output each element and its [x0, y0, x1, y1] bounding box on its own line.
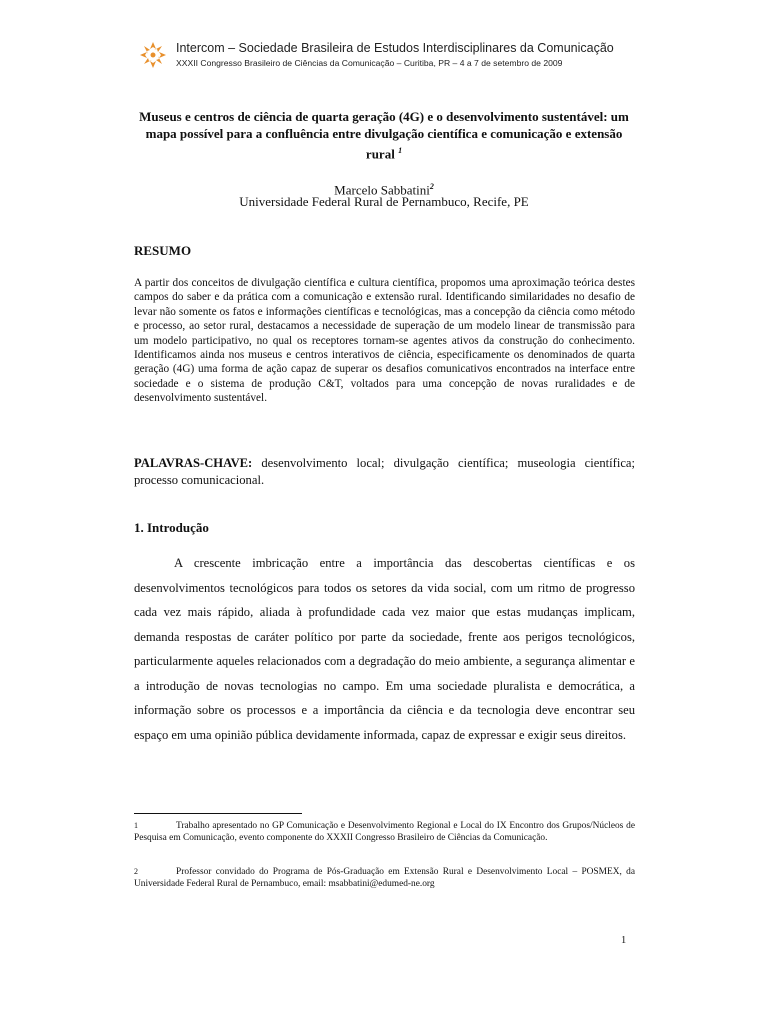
footnote-1-mark: 1: [134, 821, 138, 830]
intercom-logo-icon: [138, 40, 168, 70]
footnote-divider: [134, 813, 302, 814]
page-number: 1: [621, 935, 627, 946]
header-congress: XXXII Congresso Brasileiro de Ciências da Comunicação – Curitiba, PR – 4 a 7 de setembro de 2009: [176, 58, 563, 68]
keywords-text: desenvolvimento local; divulgação científica; museologia científica; processo comunicacional.: [134, 456, 635, 487]
header-organization: Intercom – Sociedade Brasileira de Estudos Interdisciplinares da Comunicação: [176, 41, 614, 55]
introduction-paragraph: A crescente imbricação entre a importância das descobertas científicas e os desenvolvimentos tecnológicos para todos os setores da vida social, com um ritmo de progresso cada vez mais rápido, aliada à profundidade cada vez maior que estas mudanças implicam, demanda respostas de caráter político por parte da sociedade, frente aos perigos tecnológicos, particularmente aqueles relacionados com a degradação do meio ambiente, a segurança alimentar e a introdução de novas tecnologias no campo. Em uma sociedade pluralista e democrática, a informação sobre os processos e a importância da ciência e da tecnologia deve encontrar seu espaço em uma opinião pública devidamente informada, capaz de expressar e exigir seus direitos.: [134, 556, 635, 742]
author-affiliation: Universidade Federal Rural de Pernambuco, Recife, PE: [239, 194, 529, 209]
paper-title: [130, 108, 638, 162]
title-footnote-mark: 1: [398, 146, 403, 155]
page-header: [138, 40, 638, 74]
author-name-text: Marcelo Sabbatini: [334, 182, 430, 198]
section-heading-introduction: 1. Introdução: [134, 520, 209, 535]
abstract-text: A partir dos conceitos de divulgação científica e cultura científica, propomos uma aproximação teórica destes campos do saber e da prática com a comunicação e extensão rural. Identificando similaridades no desafio de levar não somente os fatos e informações científicas e tecnológicas, mas a concepção da ciência como método e processo, ao setor rural, destacamos a necessidade de superação de um modelo linear de transmissão para um modelo participativo, no qual os receptores tornam-se agentes ativos da construção do conhecimento. Identificamos ainda nos museus e centros interativos de ciência, especificamente os denominados de quarta geração (4G) uma forma de ação capaz de superar os desafios comunicativos encontrados na interface entre sociedade e o sistema de produção C&T, voltados para uma concepção de novas ruralidades e de desenvolvimento sustentável.: [134, 277, 635, 405]
footnote-1: [134, 820, 635, 845]
keywords: [134, 455, 635, 489]
footnote-1-text: Trabalho apresentado no GP Comunicação e Desenvolvimento Regional e Local do IX Encontro dos Grupos/Núcleos de Pesquisa em Comunicação, evento componente do XXXII Congresso Brasileiro de Ciências da Comunicação.: [134, 821, 635, 844]
keywords-label: PALAVRAS-CHAVE:: [134, 456, 253, 470]
footnote-2-mark: 2: [134, 867, 138, 876]
paper-title-text: Museus e centros de ciência de quarta geração (4G) e o desenvolvimento sustentável: um mapa possível para a confluência entre divulgação científica e comunicação e extensão rural: [139, 109, 629, 162]
footnote-2: [134, 866, 635, 891]
author-footnote-mark: 2: [429, 182, 434, 191]
footnote-2-text: Professor convidado do Programa de Pós-Graduação em Extensão Rural e Desenvolvimento Local – POSMEX, da Universidade Federal Rural de Pernambuco, email: msabbatini@edumed-ne.org: [134, 867, 635, 890]
abstract-heading: RESUMO: [134, 243, 192, 258]
